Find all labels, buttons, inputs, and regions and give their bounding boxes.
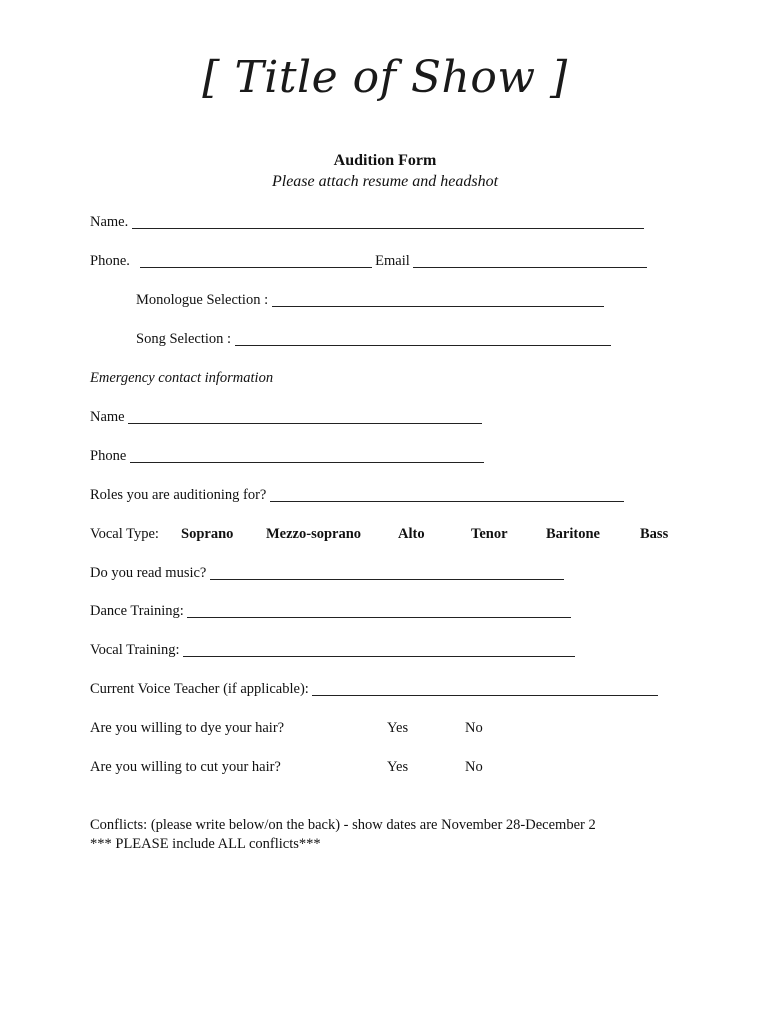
name-label: Name. (90, 214, 129, 230)
song-row (136, 331, 611, 348)
dye-hair-question: Are you willing to dye your hair? (90, 720, 285, 736)
roles-label: Roles you are auditioning for? (90, 487, 267, 503)
dance-training-row (90, 603, 571, 620)
show-title: [ Title of Show ] (202, 52, 568, 103)
read-music-field[interactable] (210, 565, 564, 580)
emergency-phone-row (90, 448, 484, 465)
name-row (90, 214, 644, 231)
read-music-row (90, 565, 564, 582)
vocal-type-label: Vocal Type: (90, 526, 159, 542)
conflicts-reminder: *** PLEASE include ALL conflicts*** (90, 836, 321, 852)
voice-teacher-field[interactable] (312, 681, 658, 696)
cut-hair-question: Are you willing to cut your hair? (90, 759, 281, 775)
vocal-option-soprano[interactable]: Soprano (181, 526, 234, 542)
vocal-option-alto[interactable]: Alto (398, 526, 425, 542)
emergency-phone-field[interactable] (130, 448, 484, 463)
cut-hair-no[interactable]: No (465, 759, 483, 775)
email-field[interactable] (413, 253, 647, 268)
vocal-training-field[interactable] (183, 642, 575, 657)
emergency-name-label: Name (90, 409, 125, 425)
email-label: Email (375, 253, 410, 269)
attach-note: Please attach resume and headshot (271, 173, 499, 190)
song-field[interactable] (235, 331, 611, 346)
phone-field[interactable] (140, 253, 372, 268)
dye-hair-yes[interactable]: Yes (387, 720, 409, 736)
dye-hair-no[interactable]: No (465, 720, 483, 736)
monologue-field[interactable] (272, 292, 604, 307)
voice-teacher-label: Current Voice Teacher (if applicable): (90, 681, 309, 697)
roles-row (90, 487, 624, 504)
vocal-option-bass[interactable]: Bass (640, 526, 669, 542)
song-label: Song Selection : (136, 331, 232, 347)
vocal-option-mezzo-soprano[interactable]: Mezzo-soprano (266, 526, 362, 542)
monologue-label: Monologue Selection : (136, 292, 269, 308)
read-music-label: Do you read music? (90, 565, 207, 581)
vocal-training-row (90, 642, 575, 659)
cut-hair-yes[interactable]: Yes (387, 759, 409, 775)
conflicts-note: Conflicts: (please write below/on the back) - show dates are November 28-December 2 (90, 817, 596, 833)
dance-training-label: Dance Training: (90, 603, 184, 619)
roles-field[interactable] (270, 487, 624, 502)
monologue-row (136, 292, 604, 309)
emergency-name-row (90, 409, 482, 426)
vocal-option-tenor[interactable]: Tenor (471, 526, 508, 542)
dance-training-field[interactable] (187, 603, 571, 618)
vocal-option-baritone[interactable]: Baritone (546, 526, 600, 542)
emergency-name-field[interactable] (128, 409, 482, 424)
vocal-training-label: Vocal Training: (90, 642, 180, 658)
emergency-phone-label: Phone (90, 448, 127, 464)
form-title: Audition Form (333, 152, 437, 169)
phone-label: Phone. (90, 253, 130, 269)
phone-email-row (90, 253, 647, 270)
emergency-heading: Emergency contact information (90, 370, 274, 386)
name-field[interactable] (132, 214, 644, 229)
voice-teacher-row (90, 681, 658, 698)
